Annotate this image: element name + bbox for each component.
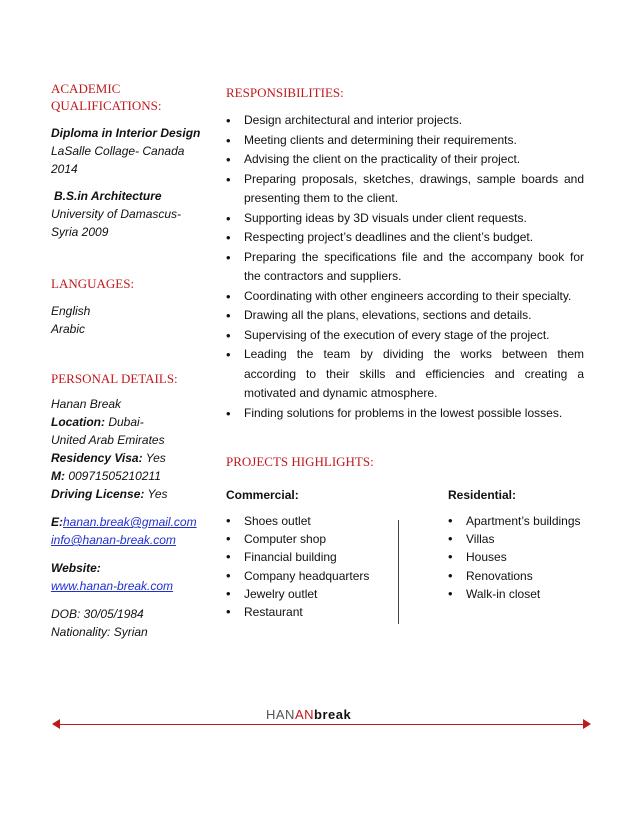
residential-column bbox=[448, 488, 588, 603]
commercial-item: • Shoes outlet bbox=[226, 512, 396, 530]
commercial-item: • Computer shop bbox=[226, 530, 396, 548]
residential-item: • Apartment’s buildings bbox=[448, 512, 588, 530]
residential-title: Residential: bbox=[448, 488, 517, 502]
responsibility-item: • Preparing the specifications file and the accompany book for the contractors and suppliers. bbox=[226, 248, 584, 287]
email-link-1[interactable]: hanan.break@gmail.com bbox=[63, 515, 197, 529]
degree1-title: Diploma in Interior Design bbox=[51, 126, 201, 140]
responsibility-item: • Leading the team by dividing the works between them according to their skills and efficiencies and creating a motivated and dynamic atmosphere. bbox=[226, 345, 584, 404]
person-name: Hanan Break bbox=[51, 397, 122, 411]
footer-line bbox=[55, 724, 587, 725]
logo-text-1: HAN bbox=[266, 707, 295, 722]
responsibility-item: • Coordinating with other engineers according to their specialty. bbox=[226, 287, 584, 307]
responsibility-item: • Preparing proposals, sketches, drawings, sample boards and presenting them to the client. bbox=[226, 170, 584, 209]
residential-list bbox=[448, 512, 588, 603]
commercial-item: • Restaurant bbox=[226, 603, 396, 621]
website-link[interactable]: www.hanan-break.com bbox=[51, 579, 174, 593]
responsibilities-list bbox=[226, 111, 584, 423]
academic-title: ACADEMIC QUALIFICATIONS: bbox=[51, 81, 162, 113]
commercial-item: • Company headquarters bbox=[226, 567, 396, 585]
responsibility-item: • Respecting project’s deadlines and the client’s budget. bbox=[226, 228, 584, 248]
location-value-2: United Arab Emirates bbox=[51, 433, 165, 447]
responsibility-item: • Drawing all the plans, elevations, sections and details. bbox=[226, 306, 584, 326]
location-row bbox=[51, 413, 201, 431]
degree2-school: University of Damascus- bbox=[51, 207, 182, 221]
responsibility-item: • Meeting clients and determining their requirements. bbox=[226, 131, 584, 151]
logo-text-3: break bbox=[314, 707, 352, 722]
email-row bbox=[51, 513, 201, 531]
personal-title: PERSONAL DETAILS: bbox=[51, 371, 178, 386]
email-label: E: bbox=[51, 515, 63, 529]
mobile-value: 00971505210211 bbox=[65, 469, 161, 483]
responsibility-item: • Finding solutions for problems in the lowest possible losses. bbox=[226, 404, 584, 424]
footer-logo bbox=[266, 707, 351, 722]
projects-divider bbox=[398, 520, 399, 624]
degree1-school: LaSalle Collage- Canada bbox=[51, 144, 185, 158]
visa-label: Residency Visa: bbox=[51, 451, 143, 465]
residential-item: • Walk-in closet bbox=[448, 585, 588, 603]
responsibility-item: • Supervising of the execution of every stage of the project. bbox=[226, 326, 584, 346]
website-label: Website: bbox=[51, 561, 101, 575]
location-value: Dubai- bbox=[105, 415, 144, 429]
mobile-row bbox=[51, 467, 201, 485]
residential-item: • Houses bbox=[448, 548, 588, 566]
language-item: Arabic bbox=[51, 322, 86, 336]
degree2-year: Syria 2009 bbox=[51, 225, 109, 239]
nationality: Nationality: Syrian bbox=[51, 625, 148, 639]
projects-title: PROJECTS HIGHLIGHTS: bbox=[226, 454, 374, 469]
languages-title: LANGUAGES: bbox=[51, 276, 135, 291]
residential-item: • Villas bbox=[448, 530, 588, 548]
responsibility-item: • Advising the client on the practicality of their project. bbox=[226, 150, 584, 170]
mobile-label: M: bbox=[51, 469, 65, 483]
license-value: Yes bbox=[144, 487, 168, 501]
responsibility-item: • Supporting ideas by 3D visuals under client requests. bbox=[226, 209, 584, 229]
commercial-list bbox=[226, 512, 396, 621]
degree1-year: 2014 bbox=[51, 162, 78, 176]
commercial-column bbox=[226, 488, 396, 621]
commercial-item: • Jewelry outlet bbox=[226, 585, 396, 603]
license-row bbox=[51, 485, 201, 503]
license-label: Driving License: bbox=[51, 487, 145, 501]
left-column bbox=[51, 80, 201, 641]
degree2-title: B.S.in Architecture bbox=[54, 189, 162, 203]
visa-value: Yes bbox=[142, 451, 166, 465]
right-column bbox=[226, 84, 584, 638]
language-item: English bbox=[51, 304, 91, 318]
location-label: Location: bbox=[51, 415, 105, 429]
commercial-title: Commercial: bbox=[226, 488, 299, 502]
responsibilities-title: RESPONSIBILITIES: bbox=[226, 85, 344, 100]
responsibility-item: • Design architectural and interior projects. bbox=[226, 111, 584, 131]
dob: DOB: 30/05/1984 bbox=[51, 607, 144, 621]
right-arrow-icon bbox=[583, 719, 591, 729]
commercial-item: • Financial building bbox=[226, 548, 396, 566]
logo-text-2: AN bbox=[294, 707, 315, 722]
email-link-2[interactable]: info@hanan-break.com bbox=[51, 533, 176, 547]
visa-row bbox=[51, 449, 201, 467]
projects-columns bbox=[226, 488, 584, 638]
residential-item: • Renovations bbox=[448, 567, 588, 585]
